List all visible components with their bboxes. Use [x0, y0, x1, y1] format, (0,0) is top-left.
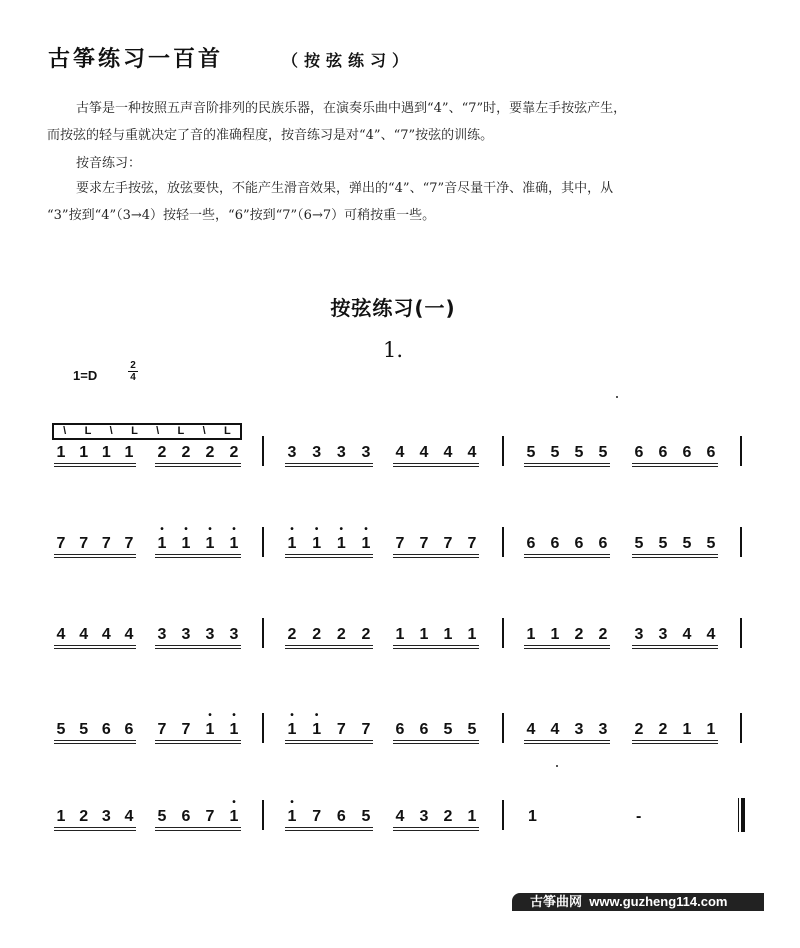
underline-eighth: [632, 463, 718, 464]
note: 4: [79, 626, 89, 643]
underline-eighth: [632, 554, 718, 555]
underline-sixteenth: [524, 466, 610, 467]
note: 3: [229, 626, 239, 643]
note: 6: [101, 721, 111, 738]
page-subtitle: （按弦练习）: [282, 51, 415, 70]
note: 1: [101, 444, 111, 461]
bar-line: [740, 436, 742, 466]
note: • 1: [228, 808, 240, 826]
underline-sixteenth: [54, 466, 136, 467]
underline-sixteenth: [524, 648, 610, 649]
underline-sixteenth: [393, 743, 479, 744]
note: 2: [634, 721, 644, 738]
underline-sixteenth: [285, 466, 373, 467]
note: 4: [101, 626, 111, 643]
note: 2: [157, 444, 167, 461]
note: • 1: [360, 535, 372, 553]
note-group: [632, 626, 718, 644]
note: 2: [312, 626, 322, 643]
note: 7: [443, 535, 453, 552]
underline-eighth: [285, 463, 373, 464]
beat-group: [393, 721, 479, 761]
note-group: [54, 535, 136, 553]
note: 3: [634, 626, 644, 643]
note: 5: [56, 721, 66, 738]
beat-group: [632, 721, 718, 761]
piece-number: 1.: [382, 338, 404, 362]
bar-line: [262, 800, 264, 830]
note: 1: [419, 626, 429, 643]
fingering-mark: \: [156, 425, 160, 437]
note: 7: [181, 721, 191, 738]
note: 3: [157, 626, 167, 643]
underline-eighth: [54, 740, 136, 741]
note: 4: [682, 626, 692, 643]
note: • 1: [286, 721, 298, 739]
underline-eighth: [393, 554, 479, 555]
note: 2: [79, 808, 89, 825]
underline-eighth: [54, 827, 136, 828]
beat-group: [54, 535, 136, 575]
bar-line: [502, 618, 504, 648]
note: 6: [706, 444, 716, 461]
beat-group: [54, 808, 136, 848]
note: • 1: [180, 535, 192, 553]
practice-paragraph-2: “3”按到“4”（3→4）按轻一些，“6”按到“7”（6→7）可稍按重一些。: [47, 208, 436, 223]
note: 3: [336, 444, 346, 461]
underline-eighth: [285, 645, 373, 646]
note: 7: [56, 535, 66, 552]
beat-group: [393, 808, 479, 848]
note: 3: [312, 444, 322, 461]
note: 4: [467, 444, 477, 461]
fingering-mark: L: [84, 425, 92, 437]
intro-paragraph-1: 古筝是一种按照五声音阶排列的民族乐器，在演奏乐曲中遇到“4”、“7”时，要靠左手按弦产生，: [76, 101, 627, 116]
beat-group: [285, 535, 373, 575]
beat-group: [393, 535, 479, 575]
note: • 1: [286, 808, 298, 826]
underline-sixteenth: [155, 830, 241, 831]
note-group: [393, 721, 479, 739]
final-barline-thin: [738, 798, 739, 832]
note: 3: [205, 626, 215, 643]
note: 4: [395, 808, 405, 825]
bar-line: [502, 713, 504, 743]
watermark-banner: [512, 893, 764, 911]
underline-eighth: [155, 554, 241, 555]
note: 7: [361, 721, 371, 738]
note-group: [155, 626, 241, 644]
underline-sixteenth: [524, 743, 610, 744]
note: 4: [395, 444, 405, 461]
underline-sixteenth: [155, 557, 241, 558]
note: 7: [467, 535, 477, 552]
note: 5: [526, 444, 536, 461]
beat-group: [393, 626, 479, 666]
bar-line: [502, 800, 504, 830]
underline-sixteenth: [393, 466, 479, 467]
note: 6: [574, 535, 584, 552]
note-group: [285, 444, 373, 462]
note: 3: [598, 721, 608, 738]
beat-group: [393, 444, 479, 484]
underline-sixteenth: [285, 830, 373, 831]
note: 5: [682, 535, 692, 552]
note: 3: [419, 808, 429, 825]
note: 3: [361, 444, 371, 461]
note-group: [155, 808, 241, 826]
underline-sixteenth: [393, 830, 479, 831]
note: 4: [706, 626, 716, 643]
note: 1: [443, 626, 453, 643]
note: 3: [287, 444, 297, 461]
bar-line: [262, 436, 264, 466]
note: • 1: [311, 535, 323, 553]
note: 5: [550, 444, 560, 461]
underline-eighth: [632, 645, 718, 646]
page-title: 古筝练习一百首: [48, 47, 224, 72]
practice-paragraph-1: 要求左手按弦，放弦要快，不能产生滑音效果，弹出的“4”、“7”音尽量干净、准确，其中，从: [76, 181, 614, 196]
score-row: [0, 808, 800, 848]
intro-paragraph-2: 而按弦的轻与重就决定了音的准确程度，按音练习是对“4”、“7”按弦的训练。: [47, 128, 494, 143]
final-note: 1: [528, 808, 537, 825]
note: 6: [550, 535, 560, 552]
note-group: [524, 535, 610, 553]
note: 1: [526, 626, 536, 643]
beat-group: [54, 721, 136, 761]
note: 1: [395, 626, 405, 643]
note-group: [285, 535, 373, 553]
note-group: [155, 535, 241, 553]
note: 4: [56, 626, 66, 643]
note: 2: [287, 626, 297, 643]
fingering-mark: \: [63, 425, 67, 437]
note: 7: [101, 535, 111, 552]
note: 7: [419, 535, 429, 552]
bar-line: [262, 618, 264, 648]
bar-line: [740, 527, 742, 557]
note: 1: [706, 721, 716, 738]
note: 2: [598, 626, 608, 643]
beat-group: [54, 444, 136, 484]
beat-group: [632, 444, 718, 484]
note: 2: [205, 444, 215, 461]
underline-eighth: [155, 827, 241, 828]
key-signature: 1=D: [73, 368, 98, 383]
underline-eighth: [393, 463, 479, 464]
time-signature: [127, 360, 139, 383]
note: 2: [574, 626, 584, 643]
underline-eighth: [54, 554, 136, 555]
underline-sixteenth: [54, 830, 136, 831]
note: 2: [181, 444, 191, 461]
note: 5: [79, 721, 89, 738]
underline-eighth: [155, 645, 241, 646]
beat-group: [524, 721, 610, 761]
note: 7: [312, 808, 322, 825]
note-group: [524, 721, 610, 739]
note: 3: [181, 626, 191, 643]
note-group: [393, 808, 479, 826]
underline-sixteenth: [285, 648, 373, 649]
note-group: [393, 626, 479, 644]
beat-group: [155, 535, 241, 575]
note: • 1: [156, 535, 168, 553]
underline-eighth: [524, 645, 610, 646]
underline-sixteenth: [155, 743, 241, 744]
note: 2: [443, 808, 453, 825]
scan-speck: [616, 396, 618, 398]
note: 3: [658, 626, 668, 643]
fingering-mark: L: [177, 425, 185, 437]
note: 4: [124, 808, 134, 825]
note: • 1: [335, 535, 347, 553]
note: • 1: [228, 535, 240, 553]
scan-speck: [556, 765, 558, 767]
score-row: [0, 535, 800, 575]
fingering-mark: \: [202, 425, 206, 437]
note: 7: [395, 535, 405, 552]
note: 5: [443, 721, 453, 738]
note-group: [155, 721, 241, 739]
note: 6: [181, 808, 191, 825]
note: 6: [395, 721, 405, 738]
underline-eighth: [54, 645, 136, 646]
bar-line: [740, 618, 742, 648]
beat-group: [632, 535, 718, 575]
note-group: [54, 444, 136, 462]
note: 5: [634, 535, 644, 552]
note-group: [155, 444, 241, 462]
note: 1: [467, 808, 477, 825]
bar-line: [262, 713, 264, 743]
watermark-site-name: 古筝曲网: [530, 894, 583, 909]
note-group: [632, 444, 718, 462]
note: 5: [361, 808, 371, 825]
underline-eighth: [393, 645, 479, 646]
note: 5: [706, 535, 716, 552]
beat-group: [524, 444, 610, 484]
note: 5: [157, 808, 167, 825]
fingering-mark: L: [224, 425, 231, 437]
note: 5: [658, 535, 668, 552]
beat-group: [524, 535, 610, 575]
beat-group: [155, 444, 241, 484]
final-barline-thick: [741, 798, 745, 832]
underline-eighth: [155, 463, 241, 464]
note: 4: [550, 721, 560, 738]
note: 6: [419, 721, 429, 738]
note: 6: [634, 444, 644, 461]
note: 5: [467, 721, 477, 738]
note: • 1: [204, 535, 216, 553]
note-group: [285, 808, 373, 826]
beat-group: [155, 721, 241, 761]
underline-sixteenth: [54, 648, 136, 649]
note: 1: [56, 808, 66, 825]
sustain-dash: -: [636, 808, 642, 825]
underline-sixteenth: [632, 648, 718, 649]
note: 4: [526, 721, 536, 738]
underline-eighth: [54, 463, 136, 464]
note: 6: [124, 721, 134, 738]
underline-eighth: [393, 827, 479, 828]
underline-eighth: [524, 554, 610, 555]
note: 1: [682, 721, 692, 738]
note: 2: [336, 626, 346, 643]
underline-eighth: [285, 827, 373, 828]
underline-eighth: [285, 554, 373, 555]
note: 1: [79, 444, 89, 461]
score-row: [0, 721, 800, 761]
note: 1: [467, 626, 477, 643]
practice-heading: 按音练习：: [76, 156, 142, 171]
underline-eighth: [632, 740, 718, 741]
note: 4: [443, 444, 453, 461]
note-group: [285, 721, 373, 739]
beat-group: [155, 626, 241, 666]
note: 2: [361, 626, 371, 643]
note: 5: [598, 444, 608, 461]
note: 5: [574, 444, 584, 461]
note: 7: [205, 808, 215, 825]
note-group: [632, 721, 718, 739]
note: 1: [124, 444, 134, 461]
note: 6: [336, 808, 346, 825]
note: 6: [682, 444, 692, 461]
beat-group: [54, 626, 136, 666]
note-group: [54, 721, 136, 739]
note: • 1: [311, 721, 323, 739]
time-signature-bottom: 4: [130, 372, 136, 383]
note-group: [524, 626, 610, 644]
note: • 1: [228, 721, 240, 739]
score-row: [0, 444, 800, 484]
note: 7: [79, 535, 89, 552]
note-group: [393, 444, 479, 462]
beat-group: [285, 626, 373, 666]
underline-eighth: [155, 740, 241, 741]
note: 1: [56, 444, 66, 461]
underline-eighth: [285, 740, 373, 741]
underline-eighth: [524, 463, 610, 464]
underline-sixteenth: [285, 743, 373, 744]
beat-group: [285, 808, 373, 848]
underline-sixteenth: [155, 466, 241, 467]
beat-group: [285, 444, 373, 484]
fingering-mark: \: [109, 425, 113, 437]
time-signature-top: 2: [130, 360, 136, 371]
underline-sixteenth: [285, 557, 373, 558]
bar-line: [502, 527, 504, 557]
underline-sixteenth: [54, 743, 136, 744]
fingering-box: [52, 423, 242, 440]
note-group: [285, 626, 373, 644]
underline-sixteenth: [54, 557, 136, 558]
beat-group: [524, 626, 610, 666]
note: 7: [124, 535, 134, 552]
note: 1: [550, 626, 560, 643]
note: 2: [658, 721, 668, 738]
beat-group: [632, 626, 718, 666]
note: 7: [157, 721, 167, 738]
note-group: [54, 626, 136, 644]
watermark-url: www.guzheng114.com: [589, 894, 728, 909]
note-group: [54, 808, 136, 826]
beat-group: [285, 721, 373, 761]
note: 4: [419, 444, 429, 461]
bar-line: [262, 527, 264, 557]
underline-eighth: [524, 740, 610, 741]
note: 3: [574, 721, 584, 738]
note: • 1: [204, 721, 216, 739]
bar-line: [502, 436, 504, 466]
note: • 1: [286, 535, 298, 553]
note: 6: [598, 535, 608, 552]
underline-sixteenth: [393, 557, 479, 558]
bar-line: [740, 713, 742, 743]
underline-sixteenth: [632, 743, 718, 744]
underline-sixteenth: [632, 466, 718, 467]
underline-sixteenth: [393, 648, 479, 649]
beat-group: [155, 808, 241, 848]
underline-sixteenth: [524, 557, 610, 558]
underline-sixteenth: [155, 648, 241, 649]
underline-sixteenth: [632, 557, 718, 558]
note: 4: [124, 626, 134, 643]
fingering-mark: L: [131, 425, 138, 437]
note: 2: [229, 444, 239, 461]
note: 3: [101, 808, 111, 825]
note: 6: [658, 444, 668, 461]
score-row: [0, 626, 800, 666]
note: 7: [336, 721, 346, 738]
note: 6: [526, 535, 536, 552]
note-group: [632, 535, 718, 553]
note-group: [393, 535, 479, 553]
note-group: [524, 444, 610, 462]
section-title: 按弦练习(一): [330, 296, 456, 320]
underline-eighth: [393, 740, 479, 741]
